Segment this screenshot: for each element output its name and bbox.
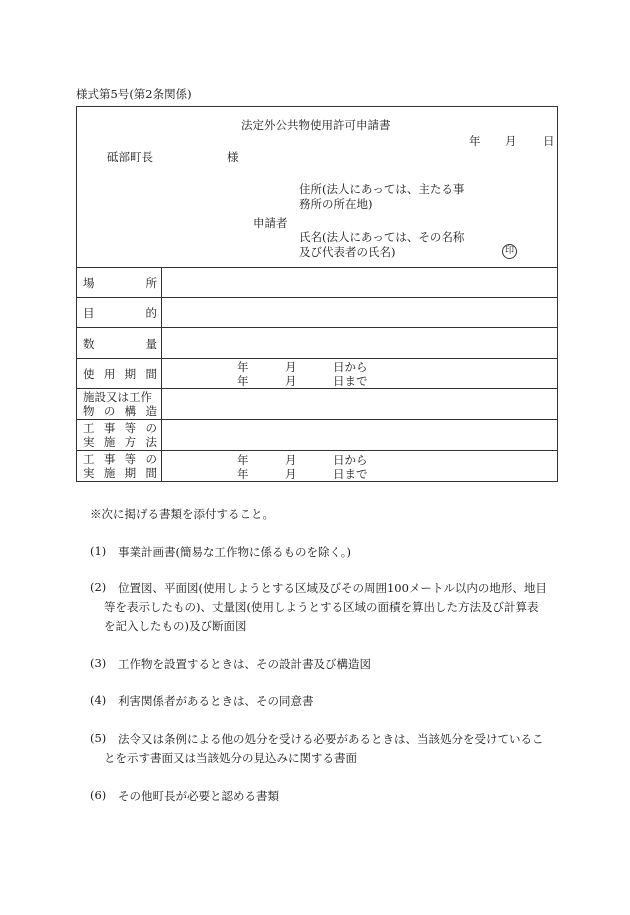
date-day-field[interactable]: 日: [543, 134, 555, 148]
seal-icon: 印: [502, 244, 517, 259]
row-label-purpose: 目 的: [83, 306, 157, 320]
note-number: (1): [90, 544, 107, 558]
work-period-to-year[interactable]: 年: [237, 467, 249, 481]
note-text: 位置図、平面図(使用しようとする区域及びその周囲100メートル以内の地形、地目: [118, 581, 547, 595]
usage-period-from-day[interactable]: 日から: [333, 360, 368, 374]
form-title: 法定外公共物使用許可申請書: [241, 118, 391, 132]
applicant-label: 申請者: [253, 216, 288, 230]
note-text: 工作物を設置するときは、その設計書及び構造図: [118, 657, 371, 671]
row-label-place: 場 所: [83, 276, 157, 290]
work-period-to-day[interactable]: 日まで: [333, 467, 368, 481]
date-month-field[interactable]: 月: [505, 134, 517, 148]
note-number: (6): [90, 788, 107, 802]
note-number: (3): [90, 656, 107, 670]
usage-period-from-month[interactable]: 月: [285, 360, 297, 374]
usage-period-to-day[interactable]: 日まで: [333, 374, 368, 388]
row-divider: [77, 419, 557, 420]
quantity-input[interactable]: [163, 330, 555, 356]
work-period-from-day[interactable]: 日から: [333, 453, 368, 467]
form-header: [77, 107, 557, 268]
row-divider: [77, 358, 557, 359]
address-label-line2: 務所の所在地): [299, 197, 373, 211]
column-divider: [161, 267, 162, 481]
note-text: 等を表示したもの)、丈量図(使用しようとする区域の面積を算出した方法及び計算表: [104, 600, 539, 614]
note-number: (2): [90, 580, 107, 594]
work-period-to-month[interactable]: 月: [285, 467, 297, 481]
row-divider: [77, 297, 557, 298]
address-label-line1: 住所(法人にあっては、主たる事: [299, 182, 465, 196]
name-label-line2: 及び代表者の氏名): [299, 245, 396, 259]
addressee: 砥部町長: [107, 150, 153, 164]
note-text: その他町長が必要と認める書類: [118, 789, 279, 803]
row-divider: [77, 388, 557, 389]
row-label-usage-period: 使 用 期 間: [83, 367, 157, 381]
honorific: 様: [227, 150, 239, 164]
place-input[interactable]: [163, 269, 555, 295]
row-divider: [77, 450, 557, 451]
notes-heading: ※次に掲げる書類を添付すること。: [90, 507, 274, 521]
note-text: 法令又は条例による他の処分を受ける必要があるときは、当該処分を受けているこ: [118, 732, 544, 746]
usage-period-from-year[interactable]: 年: [237, 360, 249, 374]
row-divider: [77, 327, 557, 328]
usage-period-to-year[interactable]: 年: [237, 374, 249, 388]
work-method-input[interactable]: [163, 421, 555, 448]
purpose-input[interactable]: [163, 299, 555, 325]
note-number: (4): [90, 693, 107, 707]
name-label-line1: 氏名(法人にあっては、その名称: [299, 230, 465, 244]
form-number-label: 様式第5号(第2条関係): [76, 87, 192, 101]
row-label-quantity: 数 量: [83, 337, 157, 351]
row-label-work-period: 工 事 等 の 実 施 期 間: [83, 452, 157, 480]
note-text: 利害関係者があるときは、その同意書: [118, 694, 314, 708]
application-form: [76, 106, 558, 482]
row-label-structure: 施設又は工作 物 の 構 造: [83, 390, 157, 418]
note-text: 事業計画書(簡易な工作物に係るものを除く。): [118, 545, 351, 559]
work-period-from-month[interactable]: 月: [285, 453, 297, 467]
usage-period-to-month[interactable]: 月: [285, 374, 297, 388]
row-label-work-method: 工 事 等 の 実 施 方 法: [83, 421, 157, 449]
work-period-from-year[interactable]: 年: [237, 453, 249, 467]
structure-input[interactable]: [163, 391, 555, 417]
date-year-field[interactable]: 年: [469, 134, 481, 148]
note-text: を記入したもの)及び断面図: [104, 619, 247, 633]
note-number: (5): [90, 731, 107, 745]
note-text: とを示す書面又は当該処分の見込みに関する書面: [104, 751, 357, 765]
